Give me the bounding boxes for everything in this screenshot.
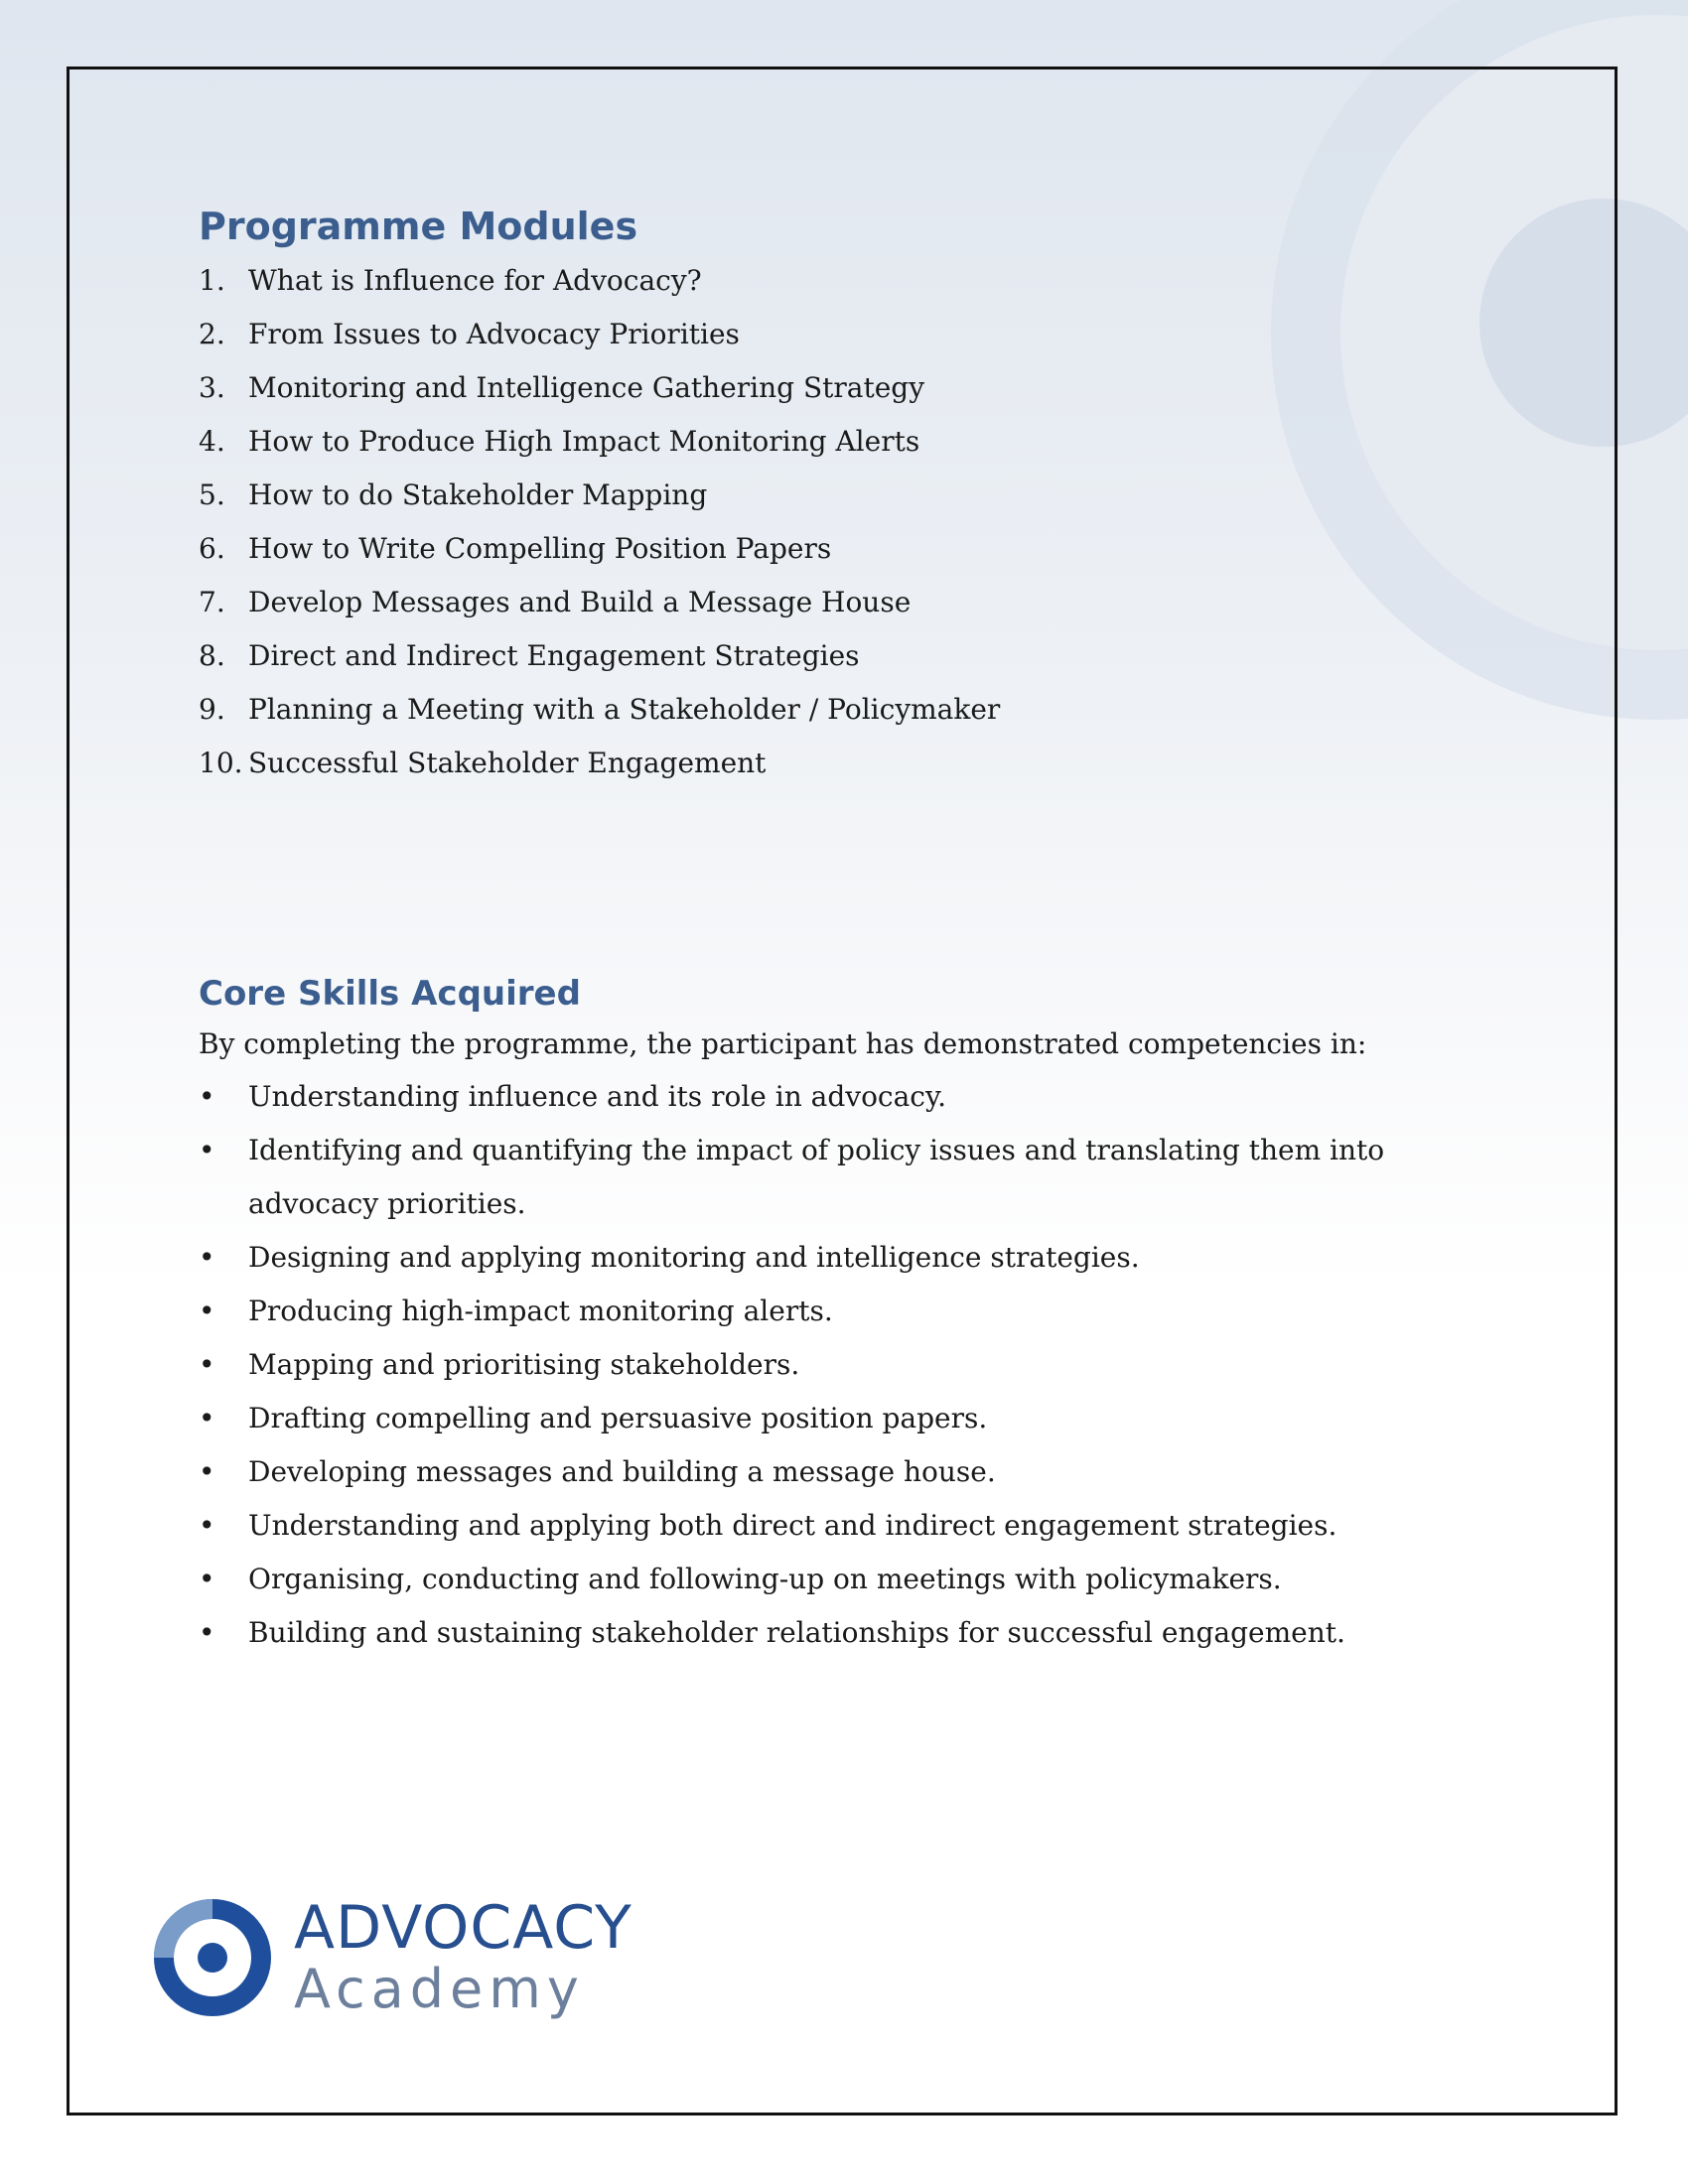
module-text: Successful Stakeholder Engagement <box>248 747 767 779</box>
bullet-icon: • <box>199 1402 215 1434</box>
module-item <box>199 415 1489 469</box>
bullet-icon: • <box>199 1295 215 1327</box>
module-number: 10. <box>199 747 243 779</box>
module-text: From Issues to Advocacy Priorities <box>248 318 740 350</box>
bullet-icon: • <box>199 1455 215 1488</box>
module-text: What is Influence for Advocacy? <box>248 264 702 297</box>
skill-text: Drafting compelling and persuasive position papers. <box>248 1402 988 1434</box>
skills-intro: By completing the programme, the participant has demonstrated competencies in: <box>199 1027 1367 1060</box>
skills-list <box>199 1070 1489 1660</box>
skill-text: Mapping and prioritising stakeholders. <box>248 1348 800 1381</box>
programme-modules-heading: Programme Modules <box>199 205 638 248</box>
module-item <box>199 683 1489 737</box>
skill-item <box>199 1606 1489 1660</box>
skill-item <box>199 1070 1489 1124</box>
module-item <box>199 576 1489 629</box>
skill-item <box>199 1445 1489 1499</box>
module-number: 7. <box>199 586 225 618</box>
document-content <box>199 199 1489 1660</box>
skill-item <box>199 1553 1489 1606</box>
module-item <box>199 361 1489 415</box>
module-text: How to do Stakeholder Mapping <box>248 478 708 511</box>
module-text: Develop Messages and Build a Message House <box>248 586 912 618</box>
module-number: 9. <box>199 693 225 726</box>
advocacy-academy-logo <box>153 1893 633 2020</box>
bullet-icon: • <box>199 1241 215 1274</box>
module-number: 6. <box>199 532 225 565</box>
skill-text: Producing high-impact monitoring alerts. <box>248 1295 833 1327</box>
skill-item <box>199 1499 1489 1553</box>
skill-text: Designing and applying monitoring and intelligence strategies. <box>248 1241 1140 1274</box>
bullet-icon: • <box>199 1616 215 1649</box>
logo-line-advocacy: ADVOCACY <box>294 1893 633 1963</box>
module-text: Planning a Meeting with a Stakeholder / Policymaker <box>248 693 1001 726</box>
module-number: 3. <box>199 371 225 404</box>
module-item <box>199 469 1489 522</box>
module-text: How to Write Compelling Position Papers <box>248 532 832 565</box>
bullet-icon: • <box>199 1509 215 1542</box>
skill-text: Identifying and quantifying the impact of policy issues and translating them into advocacy priorities. <box>248 1134 1385 1220</box>
skill-text: Understanding influence and its role in advocacy. <box>248 1080 946 1113</box>
skill-item <box>199 1124 1489 1231</box>
bullet-icon: • <box>199 1080 215 1113</box>
modules-list <box>199 254 1489 790</box>
skill-item <box>199 1392 1489 1445</box>
module-item <box>199 254 1489 308</box>
bullet-icon: • <box>199 1563 215 1595</box>
logo-line-academy: Academy <box>294 1958 585 2020</box>
module-text: How to Produce High Impact Monitoring Alerts <box>248 425 920 458</box>
skill-text: Organising, conducting and following-up on meetings with policymakers. <box>248 1563 1282 1595</box>
skill-item <box>199 1231 1489 1285</box>
module-text: Monitoring and Intelligence Gathering Strategy <box>248 371 925 404</box>
skill-text: Developing messages and building a message house. <box>248 1455 996 1488</box>
target-logo-icon <box>153 1898 272 2017</box>
module-number: 4. <box>199 425 225 458</box>
module-number: 2. <box>199 318 225 350</box>
skill-text: Building and sustaining stakeholder relationships for successful engagement. <box>248 1616 1345 1649</box>
module-item <box>199 629 1489 683</box>
module-item <box>199 737 1489 790</box>
module-number: 1. <box>199 264 225 297</box>
module-text: Direct and Indirect Engagement Strategies <box>248 639 860 672</box>
module-item <box>199 308 1489 361</box>
skill-item <box>199 1338 1489 1392</box>
module-number: 5. <box>199 478 225 511</box>
core-skills-heading: Core Skills Acquired <box>199 974 581 1014</box>
skill-item <box>199 1285 1489 1338</box>
bullet-icon: • <box>199 1348 215 1381</box>
bullet-icon: • <box>199 1134 215 1166</box>
module-item <box>199 522 1489 576</box>
skill-text: Understanding and applying both direct and indirect engagement strategies. <box>248 1509 1337 1542</box>
logo-wordmark <box>294 1893 633 2020</box>
module-number: 8. <box>199 639 225 672</box>
